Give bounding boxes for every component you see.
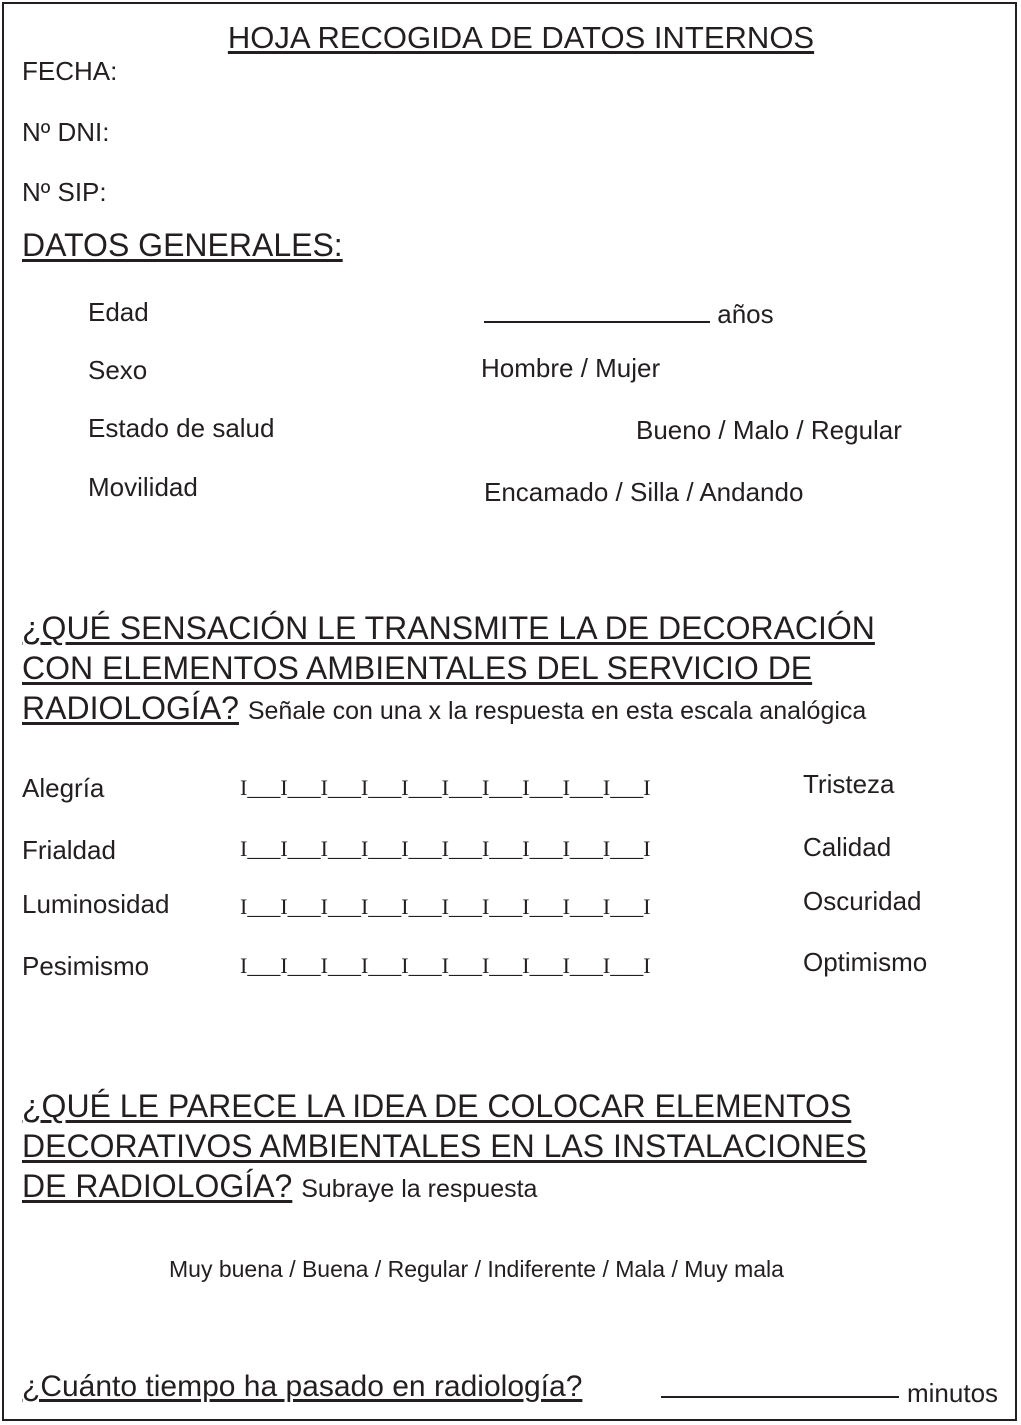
question2 bbox=[22, 1086, 867, 1209]
question2-line1: ¿QUÉ LE PARECE LA IDEA DE COLOCAR ELEMENTOS bbox=[22, 1088, 852, 1124]
scale3-left-label: Luminosidad bbox=[22, 889, 170, 919]
sexo-label: Sexo bbox=[88, 355, 148, 385]
scale3-marks[interactable]: I___I___I___I___I___I___I___I___I___I___I bbox=[240, 894, 651, 919]
scale2-right-label: Calidad bbox=[803, 832, 892, 862]
movilidad-label: Movilidad bbox=[88, 472, 198, 502]
form-title: HOJA RECOGIDA DE DATOS INTERNOS bbox=[227, 20, 815, 55]
question1-instruction: Señale con una x la respuesta en esta escala analógica bbox=[247, 697, 867, 725]
question3-unit: minutos bbox=[907, 1378, 999, 1408]
scale4-marks[interactable]: I___I___I___I___I___I___I___I___I___I___I bbox=[240, 953, 651, 978]
salud-options[interactable]: Bueno / Malo / Regular bbox=[636, 415, 902, 445]
question2-line2: DECORATIVOS AMBIENTALES EN LAS INSTALACIONES bbox=[22, 1128, 867, 1164]
question2-options[interactable]: Muy buena / Buena / Regular / Indiferente / Mala / Muy mala bbox=[169, 1256, 784, 1282]
question1 bbox=[22, 608, 875, 731]
general-heading: DATOS GENERALES: bbox=[22, 227, 343, 263]
question1-line3: RADIOLOGÍA? bbox=[22, 690, 239, 726]
edad-label: Edad bbox=[88, 297, 149, 327]
sexo-options[interactable]: Hombre / Mujer bbox=[481, 353, 661, 383]
question2-line3-row bbox=[22, 1166, 867, 1209]
edad-unit: años bbox=[717, 299, 774, 329]
question1-line2: CON ELEMENTOS AMBIENTALES DEL SERVICIO DE bbox=[22, 650, 813, 686]
sip-label: Nº SIP: bbox=[22, 177, 107, 207]
movilidad-options[interactable]: Encamado / Silla / Andando bbox=[484, 477, 804, 507]
dni-label: Nº DNI: bbox=[22, 117, 110, 147]
scale2-marks[interactable]: I___I___I___I___I___I___I___I___I___I___I bbox=[240, 836, 651, 861]
fecha-label: FECHA: bbox=[22, 56, 118, 86]
scale1-left-label: Alegría bbox=[22, 773, 105, 803]
salud-label: Estado de salud bbox=[88, 413, 275, 443]
question1-line1: ¿QUÉ SENSACIÓN LE TRANSMITE LA DE DECORACIÓN bbox=[22, 610, 875, 646]
edad-blank[interactable] bbox=[484, 297, 710, 323]
scale1-marks[interactable]: I___I___I___I___I___I___I___I___I___I___I bbox=[240, 775, 651, 800]
scale4-right-label: Optimismo bbox=[803, 947, 928, 977]
scale3-right-label: Oscuridad bbox=[803, 886, 922, 916]
minutos-blank[interactable] bbox=[661, 1396, 899, 1398]
scale1-right-label: Tristeza bbox=[803, 769, 895, 799]
question2-line3: DE RADIOLOGÍA? bbox=[22, 1168, 293, 1204]
scale4-left-label: Pesimismo bbox=[22, 951, 150, 981]
question3-text: ¿Cuánto tiempo ha pasado en radiología? bbox=[22, 1370, 583, 1403]
scale2-left-label: Frialdad bbox=[22, 835, 116, 865]
edad-field[interactable] bbox=[484, 297, 774, 330]
question2-instruction: Subraye la respuesta bbox=[301, 1175, 538, 1203]
question1-line3-row bbox=[22, 688, 875, 731]
